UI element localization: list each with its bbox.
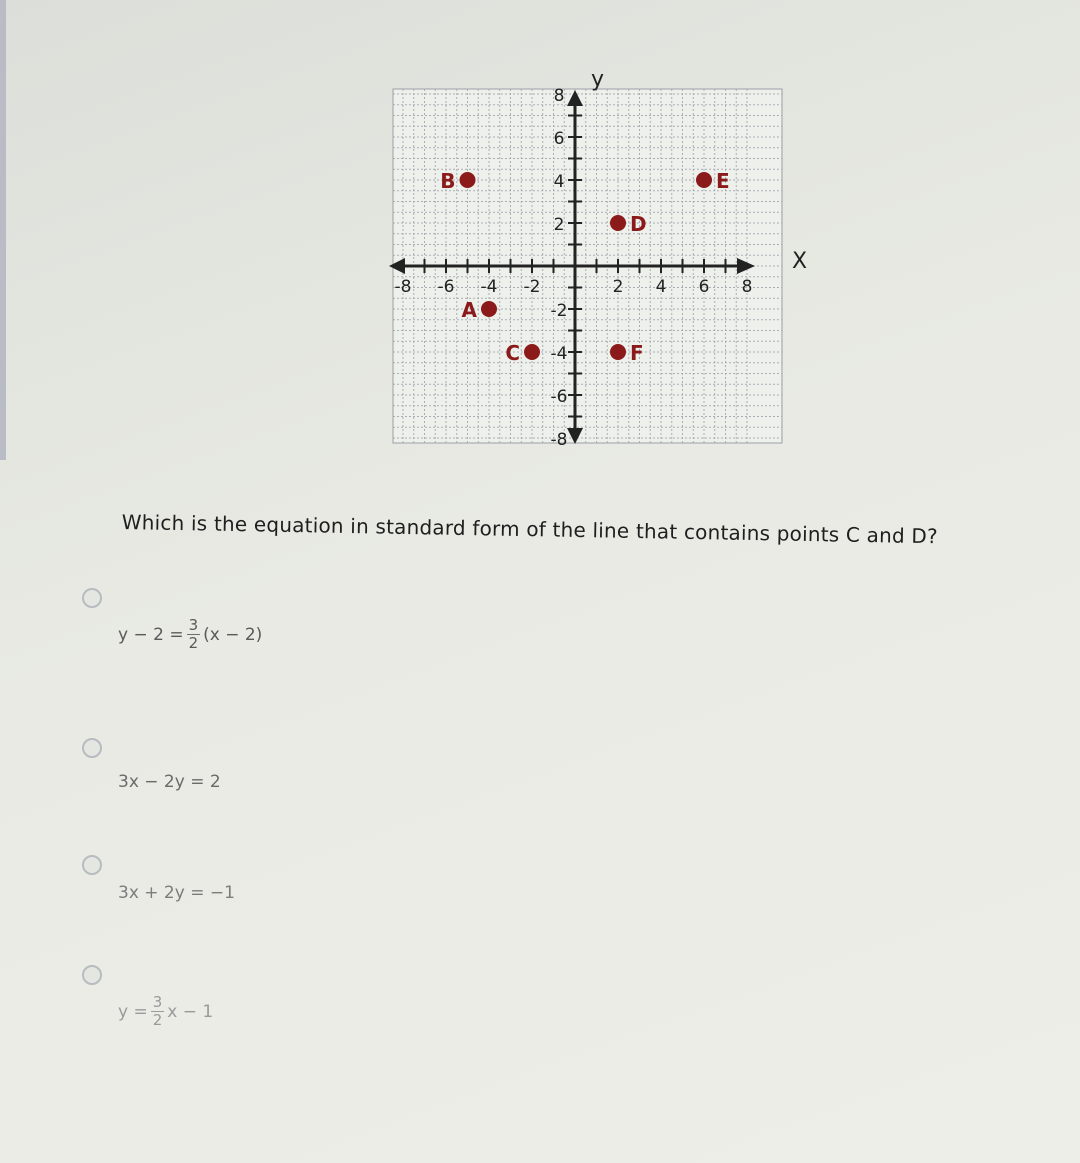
choice-1-equation [118,618,262,651]
choice-2-equation: 3x − 2y = 2 [118,772,221,792]
radio-button[interactable] [82,738,102,758]
x-tick-label: -2 [523,277,541,297]
y-tick-label: -4 [550,344,568,364]
choice-4-lhs: y = [118,1001,148,1022]
fraction-denominator: 2 [188,634,199,652]
point-label: A [461,298,477,322]
y-tick-label: -6 [550,387,568,407]
point-marker [696,172,712,188]
point-marker [460,172,476,188]
choice-1-rhs: (x − 2) [203,624,263,645]
point-label: D [630,212,647,236]
point-label: C [505,341,520,365]
fraction [151,995,165,1028]
choice-1-lhs: y − 2 = [118,624,184,645]
x-tick-label: 6 [698,277,710,297]
point-marker [524,344,540,360]
choice-4-equation [118,995,213,1028]
y-tick-label: 6 [553,129,565,149]
radio-button[interactable] [82,855,102,875]
y-tick-label: 2 [553,215,565,235]
x-tick-label: 8 [741,277,753,297]
fraction-numerator: 3 [188,616,199,634]
y-tick-label: 4 [553,172,565,192]
x-tick-label: 4 [655,277,667,297]
y-tick-label: -8 [550,430,568,450]
radio-button[interactable] [82,965,102,985]
left-edge-strip [0,0,6,460]
fraction-numerator: 3 [152,993,163,1011]
y-tick-label: 8 [553,86,565,106]
x-tick-label: -4 [480,277,498,297]
x-axis-label: X [792,249,808,274]
choice-4-rhs: x − 1 [167,1001,214,1022]
point-label: F [630,341,644,365]
point-marker [610,344,626,360]
point-marker [481,301,497,317]
question-text: Which is the equation in standard form of the line that contains points C and D? [121,510,939,549]
point-label: B [440,169,456,193]
y-tick-label: -2 [550,301,568,321]
fraction-denominator: 2 [152,1011,163,1029]
fraction [187,618,201,651]
coordinate-graph [360,18,830,493]
choice-3-equation: 3x + 2y = −1 [118,883,235,903]
y-axis-label: y [591,67,605,92]
x-tick-label: -8 [394,277,412,297]
x-tick-label: -6 [437,277,455,297]
x-tick-label: 2 [612,277,624,297]
point-label: E [716,169,730,193]
radio-button[interactable] [82,588,102,608]
point-marker [610,215,626,231]
